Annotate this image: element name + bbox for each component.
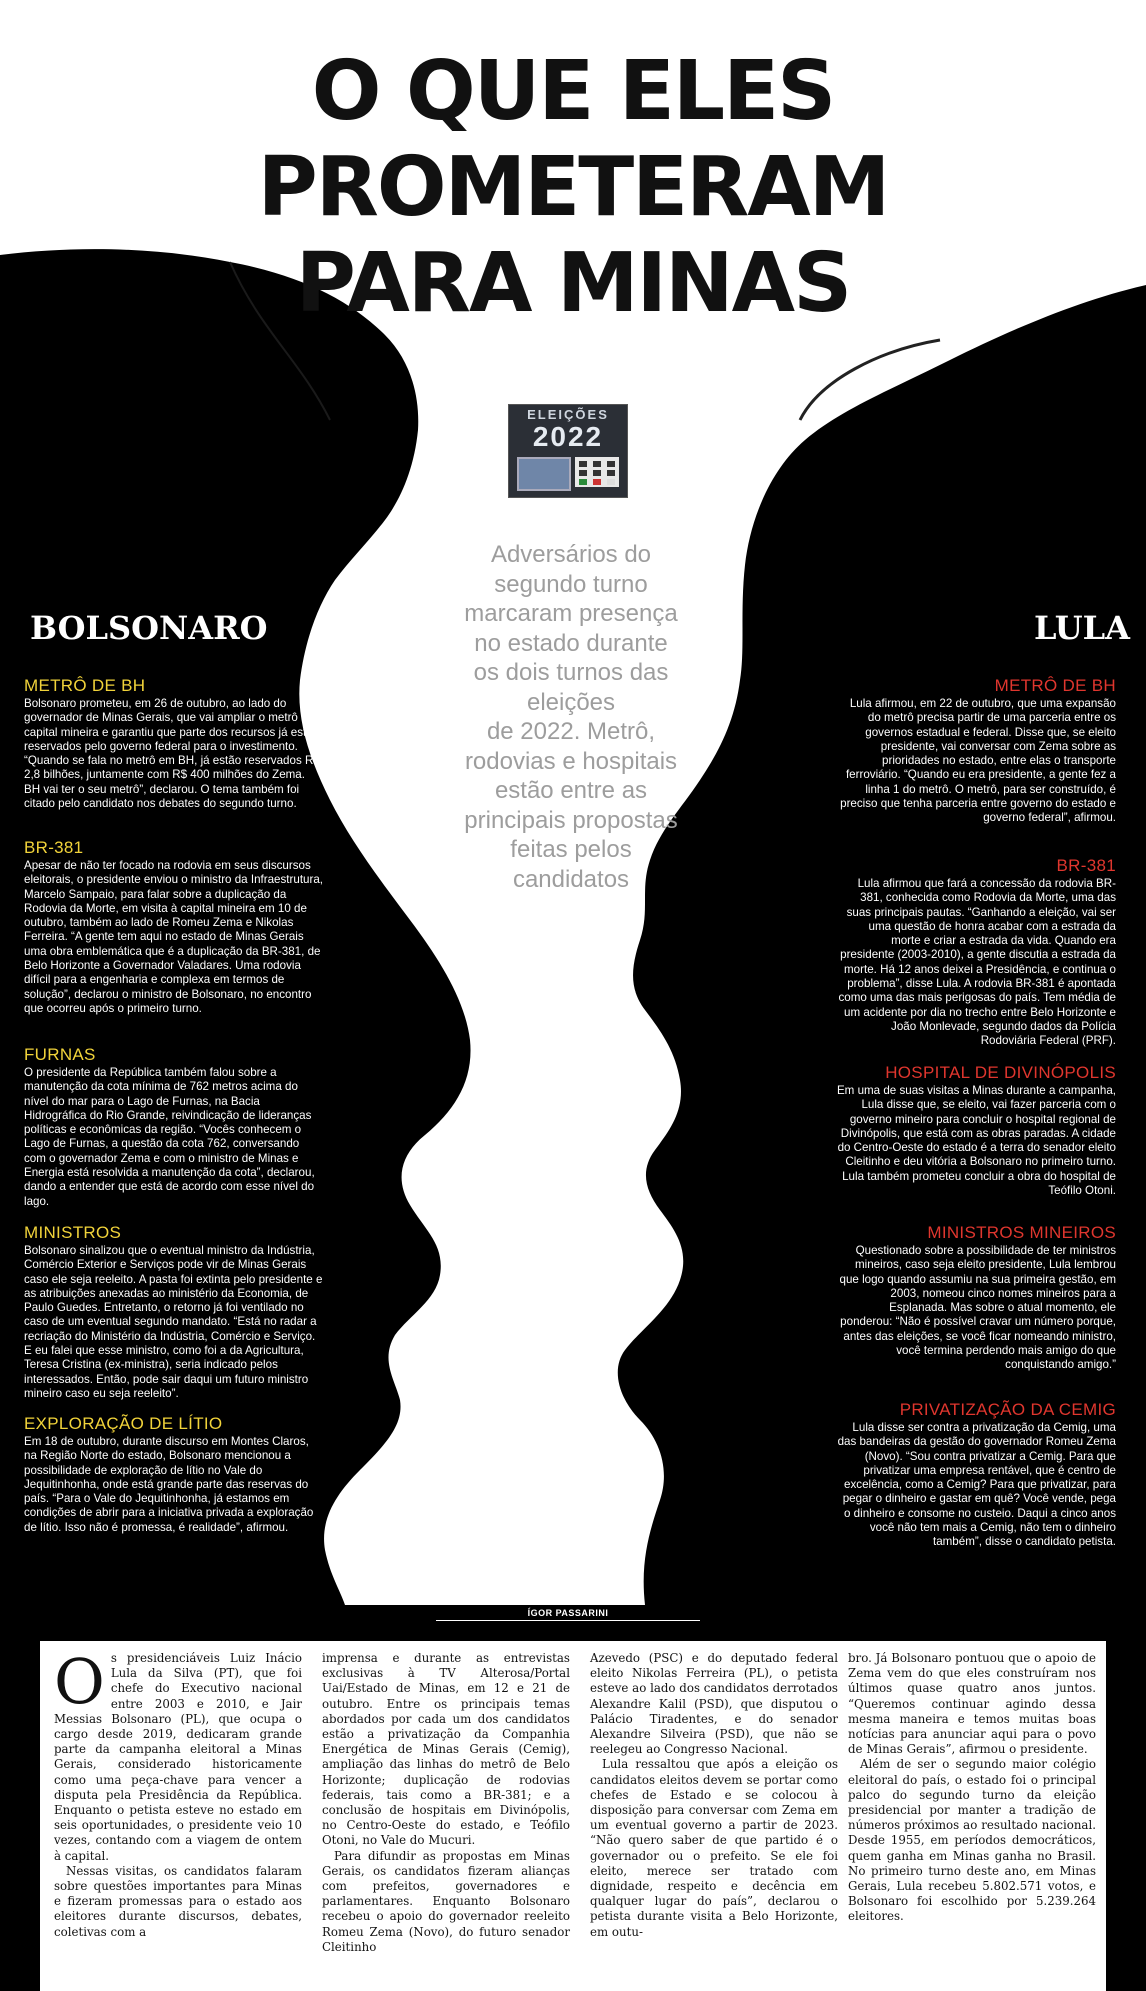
headline-line-1: O QUE ELES <box>311 44 835 139</box>
logo-top-text: ELEIÇÕES <box>527 407 609 422</box>
blurb-line: marcaram presença <box>464 600 678 627</box>
section-title: EXPLORAÇÃO DE LÍTIO <box>24 1414 223 1433</box>
article-paragraph: Azevedo (PSC) e do deputado federal eleito Nikolas Ferreira (PL), o petista esteve ao lado dos candidatos derrotados Alexandre Kalil (PSD), que disputou o Palácio Tiradentes, e do senador Alexandre Silveira (PSD), que não se reelegeu ao Congresso Nacional. <box>590 1651 838 1757</box>
blurb-line: candidatos <box>512 865 630 893</box>
article-paragraph: Além de ser o segundo maior colégio eleitoral do país, o estado foi o principal palco do segundo turno da eleição presidencial por manter a tradição de números próximos ao resultado nacional. Desde 1955, em períodos democráticos, quem ganha em Minas ganha no Brasil. No primeiro turno deste ano, em Minas Gerais, Lula recebeu 5.802.571 votos, e Bolsonaro foi escolhido por 5.239.264 eleitores. <box>848 1757 1096 1924</box>
bolsonaro-section-br381 <box>24 838 324 1016</box>
section-text: Lula disse ser contra a privatização da Cemig, uma das bandeiras da gestão do governador Romeu Zema (Novo). “Sou contra privatizar a Cemig. Para que privatizar uma empresa rentável, que é centro de excelência, como a Cemig? Para que privatizar, para pegar o dinheiro e gastar em quê? Você vende, pega o dinheiro e consome no custeio. Daqui a cinco anos você não tem mais a Cemig, não tem o dinheiro também”, disse o candidato petista. <box>837 1421 1116 1549</box>
article-paragraph: Nessas visitas, os candidatos falaram sobre questões importantes para Minas e fizeram promessas para o estado aos eleitores durante discursos, debates, coletivas com a <box>54 1863 302 1939</box>
drop-cap: O <box>54 1645 105 1718</box>
voting-machine-keypad-icon <box>575 457 619 487</box>
elections-2022-logo <box>508 404 628 498</box>
blurb-line: rodovias e hospitais <box>464 747 678 775</box>
article-column-4 <box>848 1651 1096 1925</box>
section-text: Questionado sobre a possibilidade de ter ministros mineiros, caso seja eleito presidente, Lula lembrou que logo quando assumiu na sua primeira gestão, em 2003, nomeou cinco nomes mineiros para a Esplanada. Mas sobre o atual momento, ele ponderou: “Não é possível cravar um número porque, antes das eleições, se você ficar nomeando ministro, você termina perdendo mais amigo do que conquistando amigo.” <box>839 1244 1116 1372</box>
section-text: Bolsonaro prometeu, em 26 de outubro, ao lado do governador de Minas Gerais, que vai ampliar o metrô da capital mineira e garantiu que parte dos recursos já estão reservados pelo governo federal para o investimento. “Quando se fala no metrô em BH, já estão reservados R$ 2,8 bilhões, juntamente com R$ 400 milhões do Zema. BH vai ter o seu metrô”, declarou. O tema também foi citado pelo candidato nos debates do segundo turno. <box>24 697 320 811</box>
lula-section-metro <box>836 676 1116 826</box>
section-title: MINISTROS MINEIROS <box>927 1223 1116 1242</box>
article-paragraph: bro. Já Bolsonaro pontuou que o apoio de Zema vem do que eles construíram nos últimos quase quatro anos juntos. “Queremos continuar agindo dessa mesma maneira e temos muitas boas notícias para anunciar aqui para o povo de Minas Gerais”, afirmou o presidente. <box>848 1651 1096 1757</box>
blurb-line: principais propostas <box>464 806 678 834</box>
blurb-line: estão entre as <box>494 777 648 804</box>
section-title: BR-381 <box>1056 856 1116 875</box>
section-text: Lula afirmou que fará a concessão da rodovia BR-381, conhecida como Rodovia da Morte, uma das suas principais pautas. “Ganhando a eleição, vai ser uma questão de honra acabar com a estrada da morte e criar a estrada da vida. Quando era presidente (2003-2010), a gente discutia a estrada da morte. Há 12 anos deixei a Presidência, e continua o problema”, disse Lula. A rodovia BR-381 é apontada como uma das mais perigosas do país. Tem média de um acidente por dia no trecho entre Belo Horizonte e João Monlevade, segundo dados da Polícia Rodoviária Federal (PRF). <box>838 877 1116 1048</box>
blurb-line: de 2022. Metrô, <box>486 718 656 745</box>
lula-section-cemig <box>836 1400 1116 1550</box>
section-text: Bolsonaro sinalizou que o eventual ministro da Indústria, Comércio Exterior e Serviços pode vir de Minas Gerais caso ele seja reeleito. A pasta foi extinta pelo presidente e as atribuições anexadas ao ministério da Economia, de Paulo Guedes. Entretanto, o retorno já foi ventilado no caso de um eventual segundo mandato. “Está no radar a recriação do Ministério da Indústria, Comércio e Serviço. E eu falei que esse ministro, como foi a da Agricultura, Teresa Cristina (ex-ministra), seria indicado pelos interessados. Então, pode sair daqui um futuro ministro mineiro caso eu seja reeleito”. <box>24 1244 323 1400</box>
bolsonaro-section-metro <box>24 676 324 811</box>
article-column-1 <box>54 1645 302 1940</box>
candidate-name-lula: LULA <box>1034 609 1130 647</box>
bolsonaro-section-ministros <box>24 1223 324 1401</box>
photo-credit-bar <box>0 1605 1146 1623</box>
blurb-line: eleições <box>526 688 616 716</box>
center-blurb <box>436 540 706 894</box>
credit-rule <box>436 1620 700 1621</box>
headline-line-2: PROMETERAM <box>257 140 889 235</box>
lula-section-br381 <box>836 856 1116 1049</box>
blurb-line: Adversários do <box>490 541 652 568</box>
paragraph-text: s presidenciáveis Luiz Inácio Lula da Silva (PT), que foi chefe do Executivo nacional entre 2003 e 2010, e Jair Messias Bolsonaro (PL), que ocupa o cargo desde 2019, dedicaram grande parte da campanha eleitoral a Minas Gerais, considerado historicamente como uma peça-chave para vencer a disputa pela Presidência da República. Enquanto o petista esteve no estado em seis oportunidades, o presidente veio 10 vezes, contando com a viagem de ontem à capital. <box>54 1651 302 1863</box>
section-title: BR-381 <box>24 838 84 857</box>
section-title: FURNAS <box>24 1045 96 1064</box>
lula-section-hospital <box>836 1063 1116 1198</box>
blurb-line: segundo turno <box>494 570 648 598</box>
candidate-name-bolsonaro: BOLSONARO <box>30 609 268 647</box>
logo-year: 2022 <box>532 421 604 452</box>
article-paragraph: imprensa e durante as entrevistas exclusivas à TV Alterosa/Portal Uai/Estado de Minas, em 12 e 21 de outubro. Entre os principais temas abordados por cada um dos candidatos estão a privatização da Companhia Energética de Minas Gerais (Cemig), ampliação das linhas do metrô de Belo Horizonte; duplicação de rodovias federais, tais como a BR-381; e a conclusão de hospitais em Divinópolis, no Centro-Oeste do estado, e Teófilo Otoni, no Vale do Mucuri. <box>322 1651 570 1848</box>
article-paragraph: Para difundir as propostas em Minas Gerais, os candidatos fizeram alianças com prefeitos, governadores e parlamentares. Enquanto Bolsonaro recebeu o apoio do governador reeleito Romeu Zema (Novo), do futuro senador Cleitinho <box>322 1848 570 1954</box>
article-body <box>40 1641 1106 1991</box>
section-text: Apesar de não ter focado na rodovia em seus discursos eleitorais, o presidente enviou o ministro da Infraestrutura, Marcelo Sampaio, para falar sobre a duplicação da Rodovia da Morte, em visita à capital mineira em 10 de outubro, também ao lado de Romeu Zema e Nikolas Ferreira. “A gente tem aqui no estado de Minas Gerais uma obra emblemática que é a duplicação da BR-381, de Belo Horizonte a Governador Valadares. Uma rodovia difícil para a engenharia e complexa em termos de solução”, declarou o ministro de Bolsonaro, no encontro que ocorreu após o primeiro turno. <box>24 859 324 1015</box>
section-title: METRÔ DE BH <box>24 676 146 695</box>
section-text: Em uma de suas visitas a Minas durante a campanha, Lula disse que, se eleito, vai fazer parceria com o governo mineiro para concluir o hospital regional de Divinópolis, que está com as obras paradas. A cidade do Centro-Oeste do estado é a terra do senador eleito Cleitinho e deu vitória a Bolsonaro no primeiro turno. Lula também prometeu concluir a obra do hospital de Teófilo Otoni. <box>836 1084 1116 1198</box>
voting-machine-screen-icon <box>517 457 571 491</box>
blurb-line: no estado durante <box>474 629 668 657</box>
headline <box>200 44 946 332</box>
bolsonaro-section-litio <box>24 1414 324 1535</box>
section-text: Lula afirmou, em 22 de outubro, que uma expansão do metrô precisa partir de uma parceria entre os governos estadual e federal. Disse que, se eleito presidente, vai conversar com Zema sobre as prioridades no estado, entre elas o transporte ferroviário. “Quando eu era presidente, a gente fez a linha 1 do metrô. O metrô, para ser construído, é preciso que tenha parceria entre governo do estado e governo federal”, afirmou. <box>840 697 1116 825</box>
section-text: Em 18 de outubro, durante discurso em Montes Claros, na Região Norte do estado, Bolsonaro mencionou a possibilidade de exploração de lítio no Vale do Jequitinhonha, onde está grande parte das reservas do país. “Para o Vale do Jequitinhonha, já estamos em condições de abrir para a iniciativa privada a exploração de lítio. Isso não é promessa, é realidade”, afirmou. <box>24 1435 314 1534</box>
blurb-line: feitas pelos <box>510 836 632 863</box>
section-text: O presidente da República também falou sobre a manutenção da cota mínima de 762 metros acima do nível do mar para o Lago de Furnas, na Bacia Hidrográfica do Rio Grande, reivindicação de lideranças políticas e econômicas da região. “Vocês conhecem o Lago de Furnas, a questão da cota 762, conversando com o governador Zema e com o ministro de Minas e Energia está resolvida a manutenção da cota”, declarou, dando a entender que está de acordo com esse nível do lago. <box>24 1066 315 1208</box>
article-paragraph: Lula ressaltou que após a eleição os candidatos eleitos devem se portar como chefes de Estado e se colocou à disposição para conversar com Zema em um eventual governo a partir de 2023. “Não quero saber de que partido é o governador ou o prefeito. Se ele foi eleito, merece ser tratado com dignidade, respeito e decência em qualquer lugar do país”, declarou o petista durante visita a Belo Horizonte, em outu- <box>590 1757 838 1939</box>
article-column-2 <box>322 1651 570 1955</box>
lula-section-ministros <box>836 1223 1116 1373</box>
section-title: METRÔ DE BH <box>994 676 1116 695</box>
blurb-line: os dois turnos das <box>473 659 669 686</box>
bolsonaro-section-furnas <box>24 1045 324 1209</box>
photo-credit: ÍGOR PASSARINI <box>527 1608 609 1618</box>
article-column-3 <box>590 1651 838 1940</box>
section-title: MINISTROS <box>24 1223 122 1242</box>
section-title: PRIVATIZAÇÃO DA CEMIG <box>899 1400 1116 1419</box>
article-paragraph <box>54 1645 302 1864</box>
headline-line-3: PARA MINAS <box>295 236 851 331</box>
section-title: HOSPITAL DE DIVINÓPOLIS <box>885 1063 1116 1082</box>
